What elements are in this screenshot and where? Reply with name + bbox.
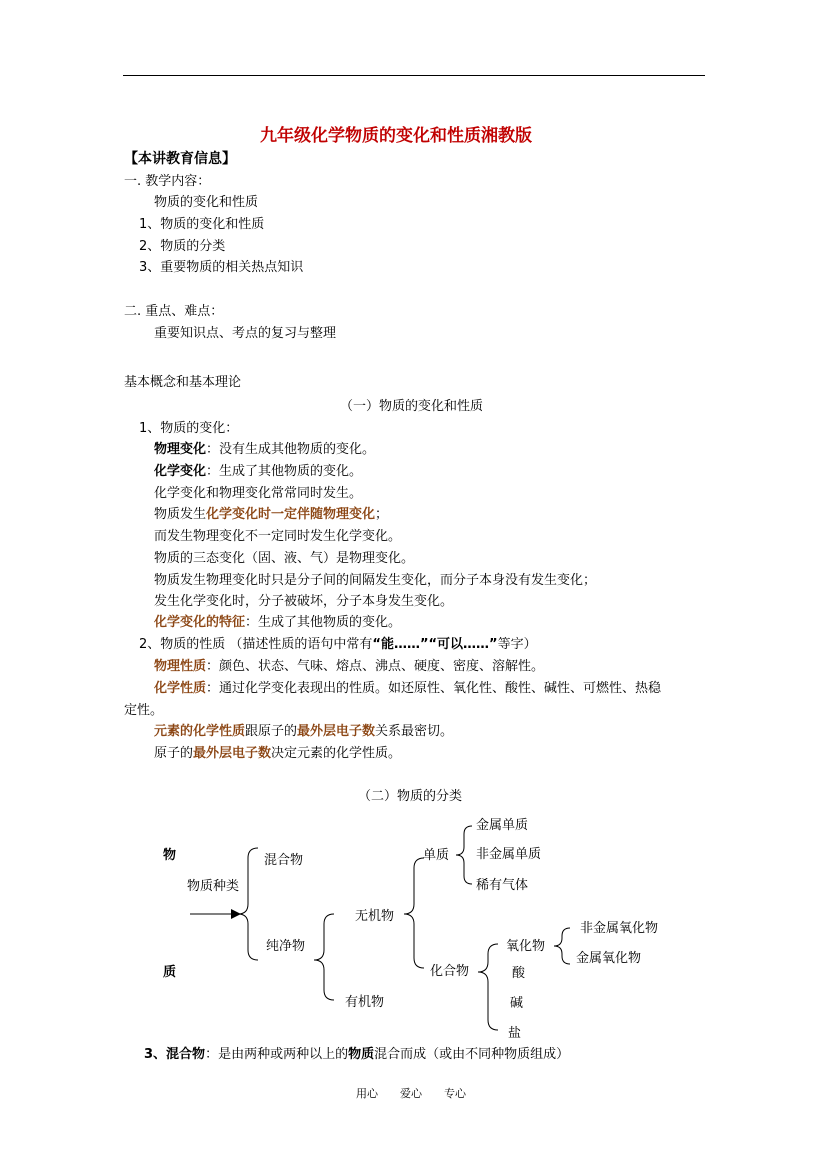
element-c: 最外层电子数 (297, 724, 376, 739)
mix-def-num: 3、 (144, 1047, 167, 1062)
brace-element (456, 826, 472, 884)
root-bottom: 质 (163, 965, 177, 980)
property-title-a: 2、物质的性质 （描述性质的语句中常有 (139, 637, 373, 652)
organic: 有机物 (345, 995, 385, 1010)
brace-compound (478, 944, 498, 1030)
line-5: 物质发生物理变化时只是分子间的间隔发生变化，而分子本身没有发生变化； (154, 573, 597, 588)
brace-substance (238, 848, 258, 960)
phys-prop-label: 物理性质 (154, 659, 207, 674)
brace-pure (314, 914, 334, 1000)
element-b: 跟原子的 (245, 724, 298, 739)
part1-heading: （一）物质的变化和性质 (340, 399, 484, 414)
atom-c: 决定元素的化学性质。 (271, 746, 402, 761)
page-title: 九年级化学物质的变化和性质湘教版 (260, 126, 532, 146)
chem-prop-text: ：通过化学变化表现出的性质。如还原性、氧化性、酸性、碱性、可燃性、热稳 (206, 681, 662, 696)
chem-change-feature-label: 化学变化的特征 (154, 615, 246, 630)
metal-oxide: 金属氧化物 (576, 951, 642, 966)
oxide: 氧化物 (506, 939, 546, 954)
root-top: 物 (163, 848, 177, 863)
acid: 酸 (512, 966, 526, 981)
phys-prop-text: ：颜色、状态、气味、熔点、沸点、硬度、密度、溶解性。 (206, 659, 545, 674)
mixture-definition (144, 1046, 569, 1064)
atom-a: 原子的 (154, 746, 194, 761)
chem-change-feature-text: ：生成了其他物质的变化。 (245, 615, 402, 630)
info-header: 【本讲教育信息】 (124, 151, 236, 167)
line-2-b: 化学变化时一定伴随物理变化 (206, 507, 376, 522)
metal-element: 金属单质 (476, 818, 529, 833)
brace-oxide (554, 928, 570, 964)
line-2-a: 物质发生 (154, 507, 207, 522)
line-1: 化学变化和物理变化常常同时发生。 (154, 486, 363, 501)
pure: 纯净物 (266, 939, 306, 954)
nonmetal-element: 非金属单质 (476, 847, 542, 862)
section1-heading: 一. 教学内容： (124, 174, 211, 189)
element-a: 元素的化学性质 (154, 724, 246, 739)
mixture: 混合物 (264, 853, 304, 868)
mix-def-b: 物质 (348, 1047, 375, 1062)
type-label: 物质种类 (187, 879, 240, 894)
mix-def-a: ：是由两种或两种以上的 (205, 1047, 349, 1062)
diagram-arrow-head (231, 909, 241, 919)
property-title-c: 等字） (497, 637, 537, 652)
phys-change-text: ：没有生成其他物质的变化。 (206, 442, 376, 457)
mix-def-c: 混合而成（或由不同种物质组成） (374, 1047, 570, 1062)
salt: 盐 (508, 1026, 522, 1041)
line-6: 发生化学变化时，分子被破坏，分子本身发生变化。 (154, 594, 454, 609)
chem-prop-label: 化学性质 (154, 681, 207, 696)
chem-change-text: ：生成了其他物质的变化。 (206, 464, 363, 479)
element-d: 关系最密切。 (375, 724, 454, 739)
section2-heading: 二. 重点、难点： (124, 304, 224, 319)
element: 单质 (423, 848, 450, 863)
footer: 用心 爱心 专心 (356, 1087, 466, 1100)
line-4: 物质的三态变化（固、液、气）是物理变化。 (154, 551, 415, 566)
section1-topic: 物质的变化和性质 (154, 195, 259, 210)
mix-def-label: 混合物 (166, 1047, 206, 1062)
basic-heading: 基本概念和基本理论 (124, 375, 242, 390)
nonmetal-oxide: 非金属氧化物 (580, 921, 659, 936)
section1-item-2: 2、物质的分类 (139, 239, 226, 254)
property-title-b: “能……”“可以……” (372, 637, 498, 652)
section1-item-3: 3、重要物质的相关热点知识 (139, 260, 304, 275)
change-title: 1、物质的变化： (139, 421, 239, 436)
phys-change-label: 物理变化 (154, 442, 207, 457)
noble-gas: 稀有气体 (476, 878, 529, 893)
line-3: 而发生物理变化不一定同时发生化学变化。 (154, 529, 402, 544)
line-2-c: ； (375, 507, 389, 522)
chem-change-label: 化学变化 (154, 464, 207, 479)
base: 碱 (510, 996, 524, 1011)
part2-heading: （二）物质的分类 (358, 789, 463, 804)
atom-b: 最外层电子数 (193, 746, 272, 761)
brace-inorganic (404, 858, 424, 968)
section1-item-1: 1、物质的变化和性质 (139, 217, 265, 232)
chem-prop-line-2: 定性。 (124, 703, 164, 718)
inorganic: 无机物 (355, 909, 395, 924)
section2-content: 重要知识点、考点的复习与整理 (154, 326, 337, 341)
compound: 化合物 (430, 964, 470, 979)
